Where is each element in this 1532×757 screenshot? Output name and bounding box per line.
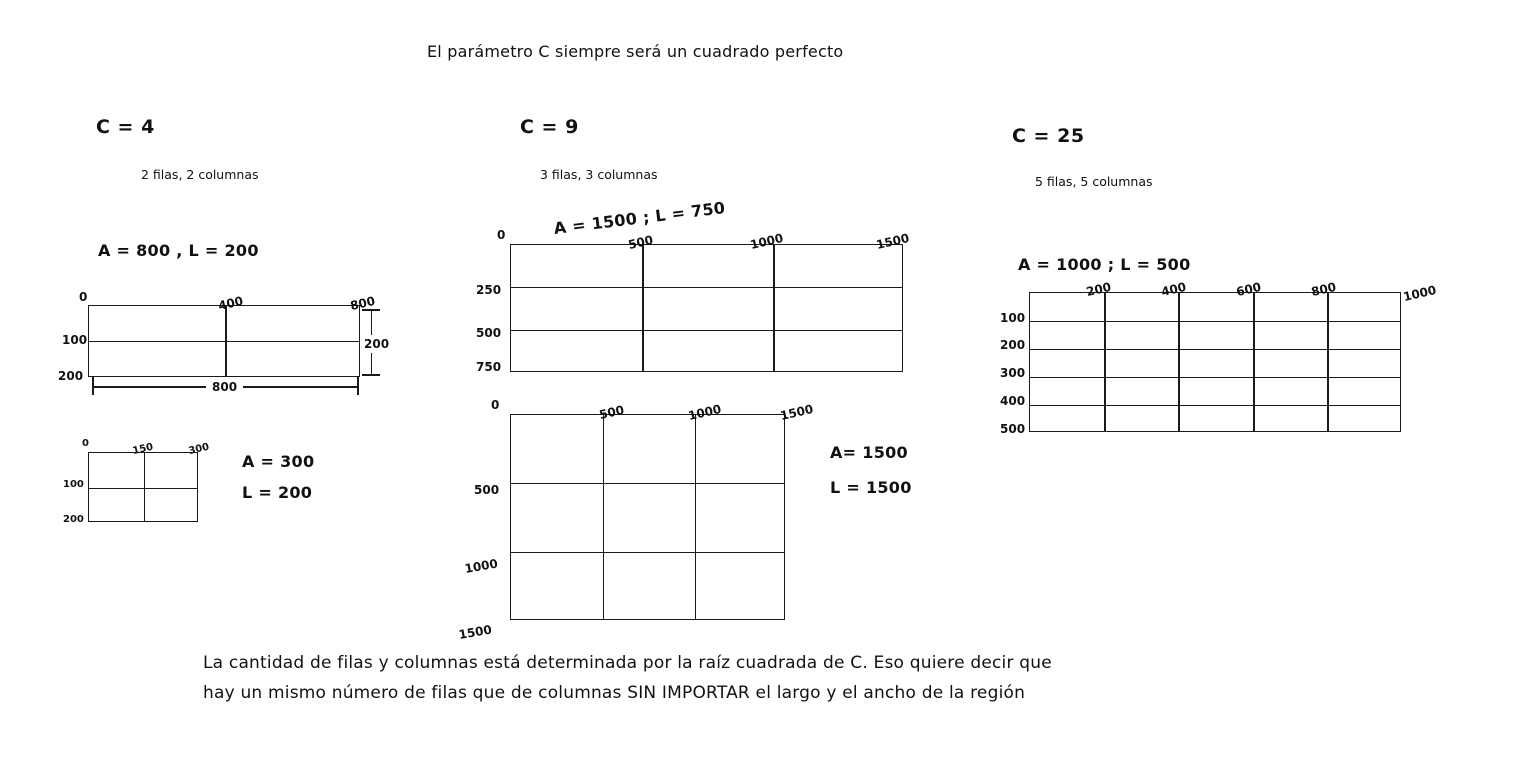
grid-line-horizontal [1030, 349, 1400, 350]
tick-y-1: 100 [62, 333, 88, 347]
tick-y-1: 500 [474, 483, 500, 497]
tick-y-3: 750 [476, 360, 502, 374]
tick-y-3: 1500 [457, 622, 493, 642]
tick-x-0: 0 [79, 290, 88, 304]
tick-x-0: 0 [82, 438, 89, 449]
tick-y-2: 200 [58, 369, 84, 383]
grid-label-c25: A = 1000 ; L = 500 [1018, 255, 1191, 274]
tick-x-3: 1500 [778, 401, 815, 423]
example-subtitle-c4: 2 filas, 2 columnas [141, 167, 259, 182]
tick-x-3: 1500 [874, 230, 911, 252]
tick-x-1: 500 [597, 402, 626, 422]
grid-line-vertical [1327, 293, 1329, 431]
tick-y-4: 400 [1000, 394, 1026, 408]
tick-y-2: 500 [476, 326, 502, 340]
grid-c25-1 [1029, 292, 1401, 432]
tick-y-2: 1000 [463, 556, 499, 576]
grid-line-horizontal [1030, 405, 1400, 406]
tick-y-5: 500 [1000, 422, 1026, 436]
grid-line-vertical [1104, 293, 1106, 431]
dimension-label-width: 800 [206, 380, 243, 394]
grid-label-c4-first: A = 800 , L = 200 [98, 241, 259, 260]
grid-c4-1 [88, 305, 360, 377]
dimension-label-height: 200 [364, 337, 390, 351]
grid-line-vertical [225, 306, 227, 376]
tick-x-1: 500 [626, 232, 655, 252]
grid-line-horizontal [511, 552, 784, 553]
grid-line-vertical [1178, 293, 1180, 431]
tick-x-5: 1000 [1401, 282, 1438, 304]
tick-x-2: 1000 [748, 230, 785, 252]
example-subtitle-c25: 5 filas, 5 columnas [1035, 174, 1153, 189]
tick-y-2: 200 [63, 514, 84, 525]
grid-label-l-c9-second: L = 1500 [830, 478, 912, 497]
example-subtitle-c9: 3 filas, 3 columnas [540, 167, 658, 182]
example-heading-c9: C = 9 [520, 116, 579, 138]
dimension-cap-bottom [362, 374, 380, 376]
tick-x-0: 0 [497, 228, 506, 242]
grid-label-c9-first: A = 1500 ; L = 750 [552, 198, 727, 238]
tick-x-2: 1000 [686, 401, 723, 423]
grid-line-horizontal [89, 341, 359, 342]
tick-x-4: 800 [1309, 279, 1338, 299]
tick-x-1: 400 [216, 293, 245, 313]
dimension-cap-left [92, 377, 94, 395]
grid-label-l-c4-second: L = 200 [242, 483, 313, 502]
grid-line-horizontal [511, 483, 784, 484]
tick-x-3: 600 [1234, 279, 1263, 299]
tick-x-2: 400 [1159, 279, 1188, 299]
grid-line-vertical [642, 245, 644, 371]
tick-y-1: 100 [1000, 311, 1026, 325]
footer-line-1: La cantidad de filas y columnas está determinada por la raíz cuadrada de C. Eso quiere decir que [203, 653, 1052, 673]
example-heading-c25: C = 25 [1012, 125, 1085, 147]
footer-line-2: hay un mismo número de filas que de columnas SIN IMPORTAR el largo y el ancho de la región [203, 683, 1026, 703]
grid-line-vertical [144, 453, 145, 521]
tick-y-3: 300 [1000, 366, 1026, 380]
grid-line-horizontal [511, 330, 902, 331]
grid-line-horizontal [1030, 377, 1400, 378]
grid-line-vertical [695, 415, 696, 619]
grid-line-vertical [603, 415, 604, 619]
tick-y-1: 250 [476, 283, 502, 297]
example-heading-c4: C = 4 [96, 116, 155, 138]
tick-x-2: 800 [348, 293, 377, 313]
page-title: El parámetro C siempre será un cuadrado perfecto [427, 42, 844, 61]
grid-line-horizontal [511, 287, 902, 288]
grid-line-horizontal [89, 488, 197, 489]
tick-x-1: 200 [1084, 279, 1113, 299]
grid-c9-2 [510, 414, 785, 620]
grid-label-a-c4-second: A = 300 [242, 452, 315, 471]
tick-x-0: 0 [491, 398, 500, 412]
grid-label-a-c9-second: A= 1500 [830, 443, 908, 462]
dimension-cap-top [362, 309, 380, 311]
tick-x-2: 300 [187, 441, 211, 457]
grid-line-horizontal [1030, 321, 1400, 322]
grid-line-vertical [1253, 293, 1255, 431]
tick-y-1: 100 [63, 479, 84, 490]
grid-line-vertical [773, 245, 775, 371]
dimension-cap-right [357, 377, 359, 395]
grid-c9-1 [510, 244, 903, 372]
grid-c4-2 [88, 452, 198, 522]
tick-x-1: 150 [131, 441, 155, 457]
tick-y-2: 200 [1000, 338, 1026, 352]
